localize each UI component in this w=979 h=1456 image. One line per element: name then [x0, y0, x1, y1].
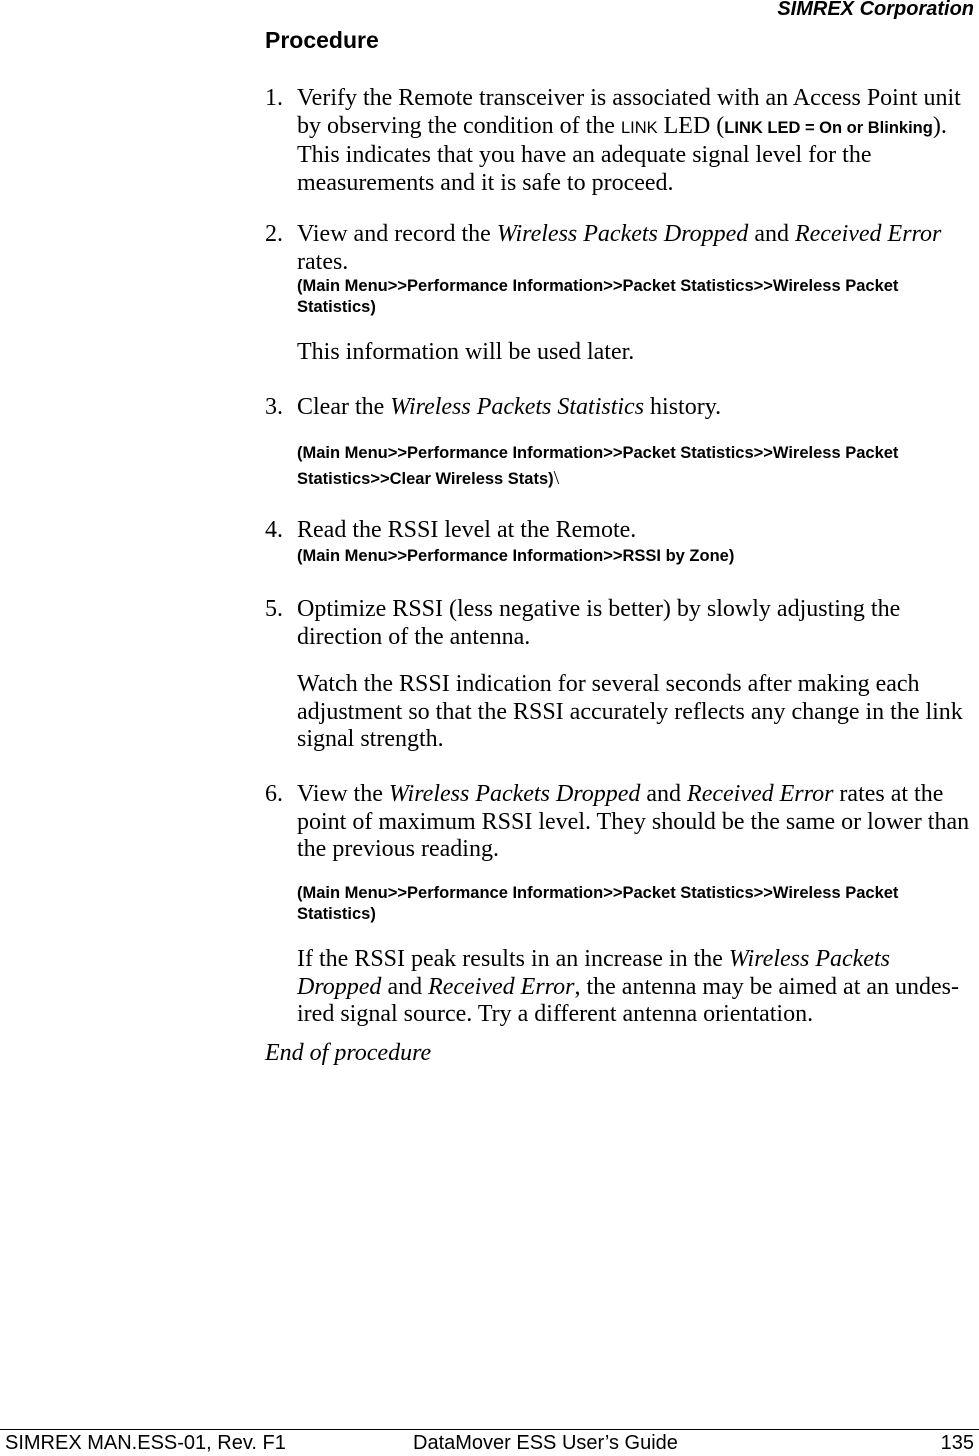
step-number: 1. — [265, 85, 283, 111]
step-number: 3. — [265, 394, 283, 420]
step-text: Optimize RSSI (less negative is better) by slowly adjusting the direction of the antenna. — [297, 596, 901, 650]
step-text: View and record the Wireless Packets Dropped and Received Error rates. — [297, 221, 942, 275]
footer-divider — [0, 1429, 979, 1430]
menu-path: (Main Menu>>Performance Information>>Packet Statistics>>Wireless Packet Statistics) — [297, 884, 899, 923]
step-note: If the RSSI peak results in an increase in the Wireless Packets Dropped and Received Error, the antenna may be aimed at an undes-ired signal source. Try a different antenna orientation. — [297, 946, 959, 1027]
page-number: 135 — [940, 1432, 974, 1454]
page-title: Procedure — [265, 27, 379, 53]
step-text: Clear the Wireless Packets Statistics history. — [297, 394, 722, 420]
step-text: Verify the Remote transceiver is associated with an Access Point unit by observing the condition of the LINK LED (LINK LED = On or Blinking). This indicates that you have an adequate signal level for the measurements and it is safe to proceed. — [297, 85, 961, 196]
end-of-procedure: End of procedure — [265, 1040, 432, 1066]
menu-path: (Main Menu>>Performance Information>>Packet Statistics>>Wireless Packet Statistics) — [297, 277, 899, 316]
step-note: Watch the RSSI indication for several seconds after making each adjustment so that the RSSI accurately reflects any change in the link signal strength. — [297, 671, 963, 752]
step-4 — [265, 517, 977, 545]
step-5 — [265, 596, 977, 651]
step-text: Read the RSSI level at the Remote. — [297, 517, 637, 543]
step-text: View the Wireless Packets Dropped and Received Error rates at the point of maximum RSSI level. They should be the same or lower than the previous reading. — [297, 781, 970, 862]
step-number: 2. — [265, 221, 283, 247]
link-label: LINK — [620, 118, 658, 137]
menu-path: (Main Menu>>Performance Information>>Packet Statistics>>Wireless Packet Statistics>>Clear Wireless Stats)\ — [297, 444, 899, 489]
step-3 — [265, 394, 977, 422]
step-1 — [265, 85, 977, 197]
footer-guide-title: DataMover ESS User’s Guide — [413, 1432, 678, 1454]
footer-doc-id: SIMREX MAN.ESS-01, Rev. F1 — [5, 1432, 286, 1454]
step-number: 6. — [265, 781, 283, 807]
menu-path: (Main Menu>>Performance Information>>RSSI by Zone) — [297, 547, 735, 565]
header-company-name: SIMREX Corporation — [777, 0, 974, 20]
step-number: 5. — [265, 596, 283, 622]
step-note: This information will be used later. — [297, 339, 635, 365]
step-6 — [265, 781, 977, 864]
led-state: LINK LED = On or Blinking — [724, 118, 933, 137]
step-2 — [265, 221, 977, 276]
step-number: 4. — [265, 517, 283, 543]
